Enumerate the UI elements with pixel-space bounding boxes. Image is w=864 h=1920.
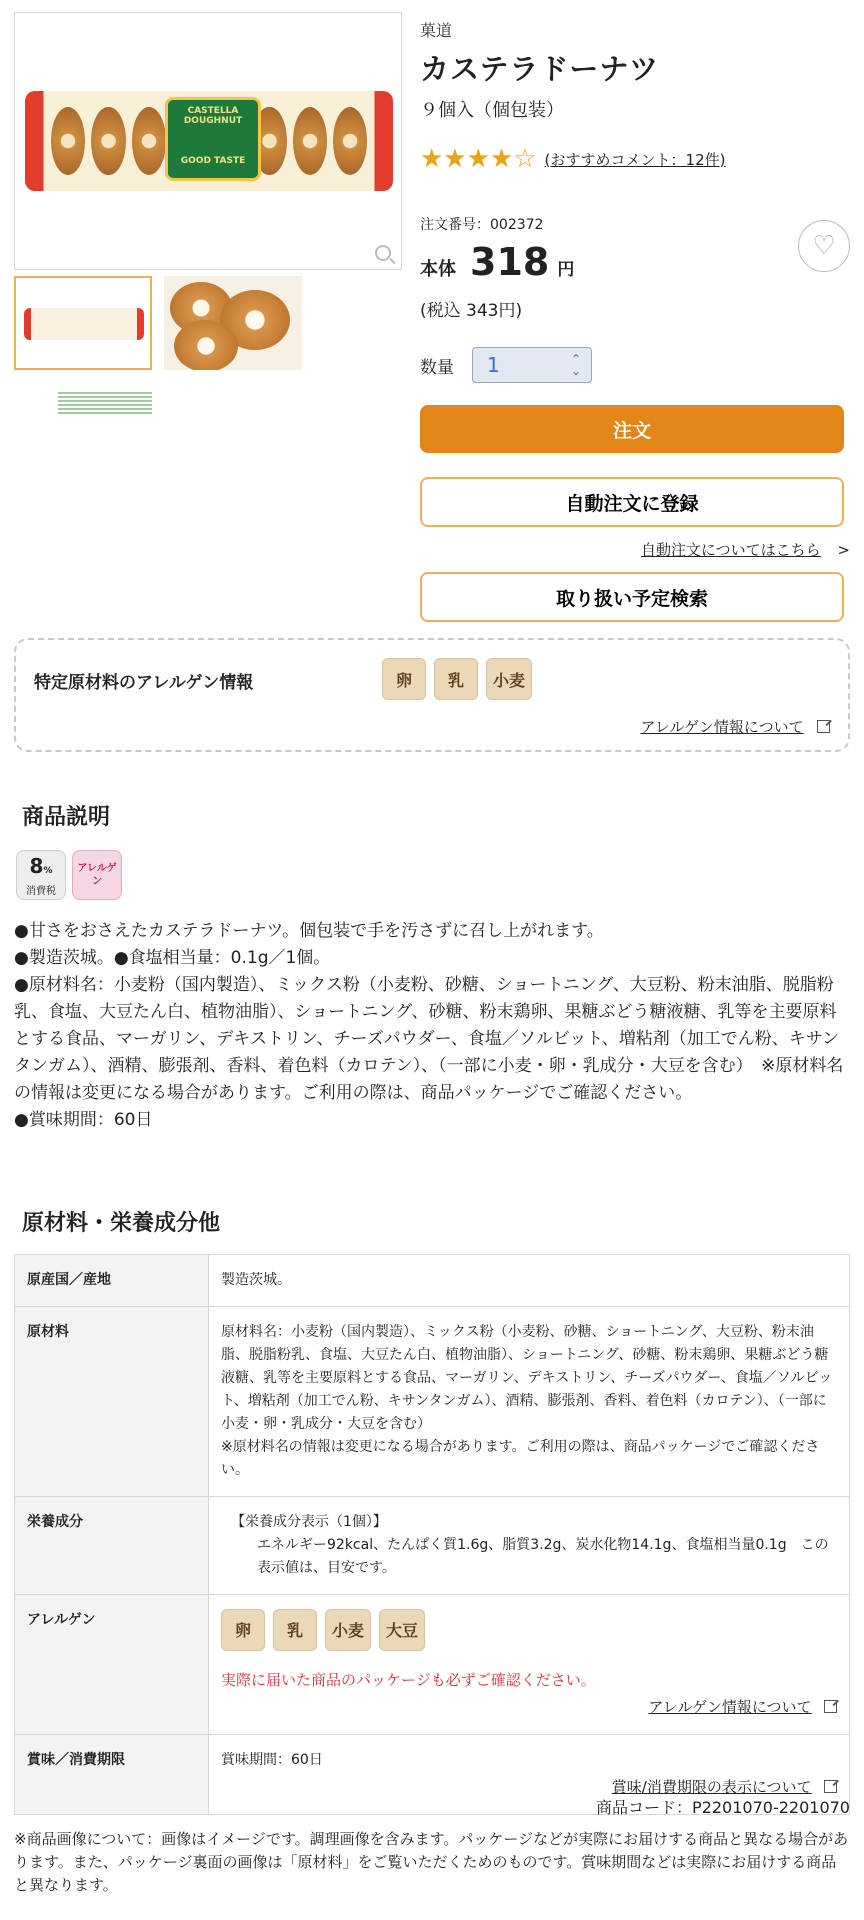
expiry-value: 賞味期間：60日: [221, 1752, 323, 1768]
allergen-box-label: 特定原材料のアレルゲン情報: [34, 673, 254, 693]
auto-order-button[interactable]: 自動注文に登録: [420, 477, 844, 527]
product-gallery: [14, 12, 402, 418]
description-line: ●賞味期間：60日: [14, 1110, 153, 1130]
allergen-info-box: [14, 638, 850, 752]
updown-chevron-icon: ⌃ ⌄: [570, 352, 581, 378]
allergen-chip-milk: 乳: [434, 658, 478, 700]
expiry-info-link[interactable]: 賞味/消費期限の表示について: [611, 1778, 812, 1796]
ingredients-title: 原材料・栄養成分他: [22, 1211, 221, 1236]
material-label: 原材料: [15, 1307, 209, 1497]
rating-stars: ★★★★☆: [420, 144, 537, 174]
auto-order-link[interactable]: 自動注文についてはこちら: [640, 541, 821, 559]
quantity-select[interactable]: 1 ⌃ ⌄: [472, 347, 592, 383]
allergen-chip-milk: 乳: [273, 1609, 317, 1651]
external-link-icon: [817, 720, 830, 733]
allergen-chip-egg: 卵: [221, 1609, 265, 1651]
external-link-icon: [824, 1700, 837, 1713]
material-cell: [209, 1307, 850, 1497]
nutrition-label: 栄養成分: [15, 1497, 209, 1595]
allergen-label: アレルゲン: [15, 1595, 209, 1735]
ingredients-table: [14, 1254, 850, 1815]
allergen-cell: [209, 1595, 850, 1735]
thumbnail-package[interactable]: [14, 276, 152, 370]
description-line: ●原材料名：小麦粉（国内製造）、ミックス粉（小麦粉、砂糖、ショートニング、大豆粉、粉末油脂、脱脂粉乳、食塩、大豆たん白、植物油脂）、ショートニング、砂糖、粉末鶏卵、果糖ぶどう糖液糖、乳等を主要原料とする食品、マーガリン、デキストリン、チーズパウダー、食塩／ソルビット、増粘剤（加工でん粉、キサンタンガム）、酒精、膨張剤、香料、着色料（カロテン）、（一部に小麦・卵・乳成分・大豆を含む） ※原材料名の情報は変更になる場合があります。ご利用の際は、商品パッケージでご確認ください。: [14, 975, 844, 1103]
allergen-chip-soy: 大豆: [379, 1609, 425, 1651]
product-quantity-desc: ９個入（個包装）: [420, 100, 564, 121]
allergen-warning: 実際に届いた商品のパッケージも必ずご確認ください。: [221, 1671, 596, 1689]
image-note: ※商品画像について：画像はイメージです。調理画像を含みます。パッケージなどが実際にお届けする商品と異なる場合があります。また、パッケージ裏面の画像は「原材料」をご覧いただくためのものです。賞味期間などは実際にお届けする商品と異なります。: [14, 1830, 849, 1894]
allergen-info-link[interactable]: アレルゲン情報について: [648, 1698, 812, 1716]
product-category: 菓道: [420, 21, 453, 40]
order-button[interactable]: 注文: [420, 405, 844, 453]
table-row: [15, 1307, 850, 1497]
origin-value: 製造茨城。: [209, 1255, 850, 1307]
table-row: [15, 1497, 850, 1595]
order-number: 注文番号：002372: [420, 217, 544, 233]
description-line: ●製造茨城。●食塩相当量：0.1g／1個。: [14, 948, 331, 968]
price-row: [420, 240, 850, 284]
allergen-chip-wheat: 小麦: [486, 658, 532, 700]
material-value: 原材料名：小麦粉（国内製造）、ミックス粉（小麦粉、砂糖、ショートニング、大豆粉、粉末油脂、脱脂粉乳、食塩、大豆たん白、植物油脂）、ショートニング、砂糖、粉末鶏卵、果糖ぶどう糖液糖、乳等を主要原料とする食品、マーガリン、デキストリン、チーズパウダー、食塩／ソルビット、増粘剤（加工でん粉、キサンタンガム）、酒精、膨張剤、香料、着色料（カロテン）、（一部に小麦・卵・乳成分・大豆を含む）: [221, 1324, 833, 1432]
allergen-link-wrap: [221, 1696, 837, 1720]
package-illustration: [25, 91, 393, 191]
description-line: ●甘さをおさえたカステラドーナツ。個包装で手を汚さずに召し上がれます。: [14, 921, 604, 941]
schedule-search-button[interactable]: 取り扱い予定検索: [420, 572, 844, 622]
allergen-chip-wheat: 小麦: [325, 1609, 371, 1651]
table-row: [15, 1255, 850, 1307]
tax-rate-tag: 8% 消費税: [16, 850, 66, 900]
allergen-info-link-wrap: [640, 716, 830, 737]
external-link-icon: [824, 1780, 837, 1793]
material-note: ※原材料名の情報は変更になる場合があります。ご利用の際は、商品パッケージでご確認ください。: [221, 1439, 820, 1478]
review-link[interactable]: (おすすめコメント：12件): [544, 150, 726, 169]
nutrition-body: エネルギー92kcal、たんぱく質1.6g、脂質3.2g、炭水化物14.1g、食塩相当量0.1g この表示値は、目安です。: [257, 1537, 829, 1576]
thumbnail-label[interactable]: [14, 378, 152, 418]
description-title: 商品説明: [22, 805, 111, 830]
thumbnail-donuts[interactable]: [164, 276, 302, 370]
main-product-image[interactable]: [14, 12, 402, 270]
allergen-chips: [382, 658, 532, 700]
zoom-icon[interactable]: [375, 245, 391, 261]
price-unit: 円: [557, 260, 575, 280]
chevron-right-icon: >: [837, 541, 850, 559]
price-label: 本体: [420, 259, 456, 280]
favorite-heart-icon[interactable]: ♡: [798, 220, 850, 272]
allergen-tag: アレルゲン: [72, 850, 122, 900]
quantity-row: [420, 347, 850, 383]
description-text: [14, 918, 850, 1134]
product-code: 商品コード：P2201070-2201070: [596, 1798, 850, 1817]
thumbnail-list: [14, 276, 402, 370]
price-value: 318: [470, 240, 550, 284]
product-info: [420, 18, 850, 622]
tax-included-price: (税込 343円): [420, 301, 523, 321]
allergen-info-link[interactable]: アレルゲン情報について: [640, 718, 804, 736]
table-row: [15, 1595, 850, 1735]
nutrition-cell: [209, 1497, 850, 1595]
nutrition-title: 【栄養成分表示（1個）】: [231, 1514, 387, 1530]
allergen-chip-egg: 卵: [382, 658, 426, 700]
expiry-label: 賞味／消費期限: [15, 1735, 209, 1815]
product-title: カステラドーナツ: [420, 52, 660, 86]
table-allergen-chips: [221, 1609, 837, 1651]
auto-order-info: [420, 539, 850, 560]
rating: [420, 144, 850, 174]
description-tags: [16, 850, 122, 900]
origin-label: 原産国／産地: [15, 1255, 209, 1307]
package-logo: CASTELLA DOUGHNUT GOOD TASTE: [165, 97, 261, 181]
quantity-label: 数量: [420, 357, 454, 378]
